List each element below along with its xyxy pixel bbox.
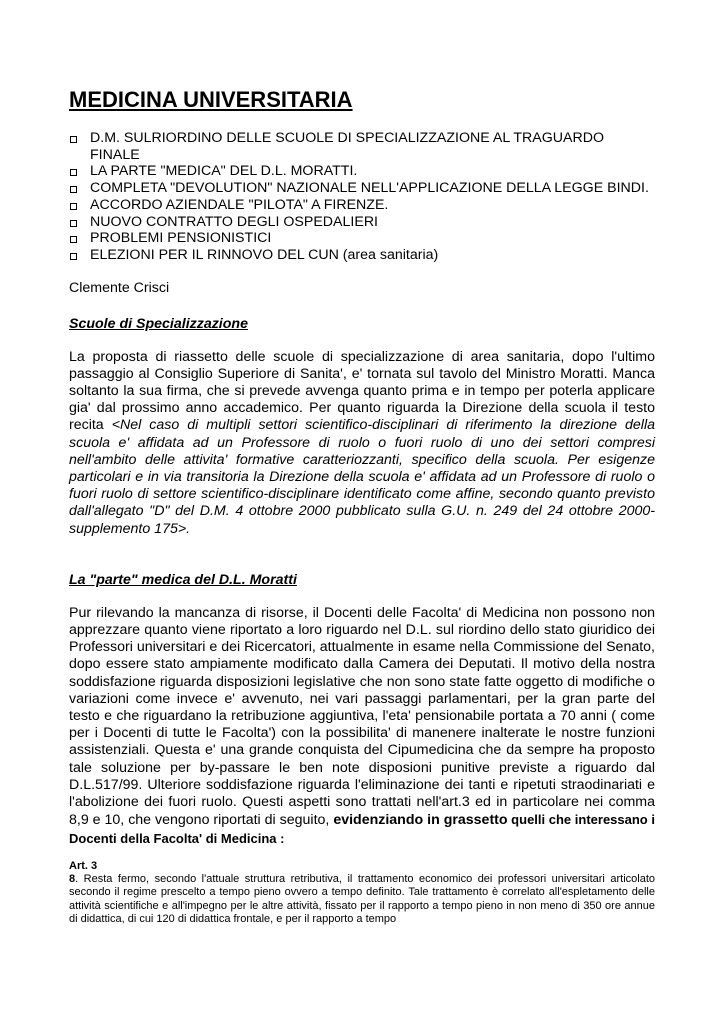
square-bullet-icon (70, 236, 77, 243)
list-item: NUOVO CONTRATTO DEGLI OSPEDALIERI (69, 214, 655, 231)
page-title: MEDICINA UNIVERSITARIA (69, 87, 353, 112)
square-bullet-icon (70, 203, 77, 210)
list-item: LA PARTE "MEDICA" DEL D.L. MORATTI. (69, 163, 655, 180)
section-heading-scuole: Scuole di Specializzazione (69, 315, 248, 332)
section-paragraph-scuole: La proposta di riassetto delle scuole di specializzazione di area sanitaria, dopo l'ultimo passaggio al Consiglio Superiore di Sanita', e' tornata sul tavolo del Ministro Moratti. Manca soltanto la sua firma, che si prevede avvenga quanto prima e in tempo per poterla applicare gia' dal prossimo anno accademico. Per quanto riguarda la Direzione della scuola il testo recita <Nel caso di multipli settori scientifico-disciplinari di riferimento la direzione della scuola e' affidata ad un Professore di ruolo o fuori ruolo di uno dei settori compresi nell'ambito delle attivita' formative caratteriozzanti, specifico della scuola. Per esigenze particolari e in via transitoria la Direzione della scuola e' affidata ad un Professore di ruolo o fuori ruolo di settore scientifico-disciplinare identificato come affine, secondo quanto previsto dall'allegato "D" del D.M. 4 ottobre 2000 pubblicato sulla G.U. n. 249 del 24 ottobre 2000-supplemento 175>. (69, 348, 656, 537)
square-bullet-icon (70, 253, 77, 260)
square-bullet-icon (70, 136, 77, 143)
author-name: Clemente Crisci (69, 279, 170, 296)
list-item: PROBLEMI PENSIONISTICI (69, 230, 655, 247)
square-bullet-icon (70, 169, 77, 176)
document-page (69, 86, 655, 927)
list-item: COMPLETA "DEVOLUTION" NAZIONALE NELL'APPLICAZIONE DELLA LEGGE BINDI. (69, 180, 655, 197)
section-heading-moratti: La "parte" medica del D.L. Moratti (69, 571, 297, 588)
list-item: ELEZIONI PER IL RINNOVO DEL CUN (area sanitaria) (69, 247, 655, 264)
list-item: ACCORDO AZIENDALE "PILOTA" A FIRENZE. (69, 197, 655, 214)
square-bullet-icon (70, 220, 77, 227)
summary-list (69, 130, 655, 264)
list-item: D.M. SULRIORDINO DELLE SCUOLE DI SPECIALIZZAZIONE AL TRAGUARDO FINALE (69, 130, 655, 163)
square-bullet-icon (70, 186, 77, 193)
article-heading: Art. 3 (69, 859, 98, 872)
section-paragraph-moratti: Pur rilevando la mancanza di risorse, il Docenti delle Facolta' di Medicina non possono non apprezzare quanto viene riportato a loro riguardo nel D.L. sul riordino dello stato giuridico dei Professori universitari e dei Ricercatori, attualmente in esame nella Commissione del Senato, dopo essere stato ampiamente modificato dalla Camera dei Deputati. Il motivo della nostra soddisfazione riguarda disposizioni legislative che non sono state fatte oggetto di modifiche o variazioni come invece e' avvenuto, nei vari passaggi parlamentari, per la gran parte del testo e che riguardano la retribuzione aggiuntiva, l'eta' pensionabile portata a 70 anni ( come per i Docenti di tutte le Facolta') con la possibilita' di manenere inalterate le nostre funzioni assistenziali. Questa e' una grande conquista del Cipumedicina che da sempre ha proposto tale soluzione per by-passare le ben note disposioni punitive previste a riguardo dal D.L.517/99. Ulteriore soddisfazione riguarda l'eliminazione dei tanti e ripetuti straodinariati e l'abolizione dei fuori ruolo. Questi aspetti sono trattati nell'art.3 ed in particolare nei comma 8,9 e 10, che vengono riportati di seguito, evidenziando in grassetto quelli che interessano i Docenti della Facolta' di Medicina : (69, 604, 655, 846)
article-text: 8. Resta fermo, secondo l'attuale struttura retributiva, il trattamento economico dei professori universitari articolato secondo il regime prescelto a tempo pieno ovvero a tempo definito. Tale trattamento è correlato all'espletamento delle attività scientifiche e all'impegno per le altre attività, fissato per il rapporto a tempo pieno in non meno di 350 ore annue di didattica, di cui 120 di didattica frontale, e per il rapporto a tempo (69, 872, 655, 926)
